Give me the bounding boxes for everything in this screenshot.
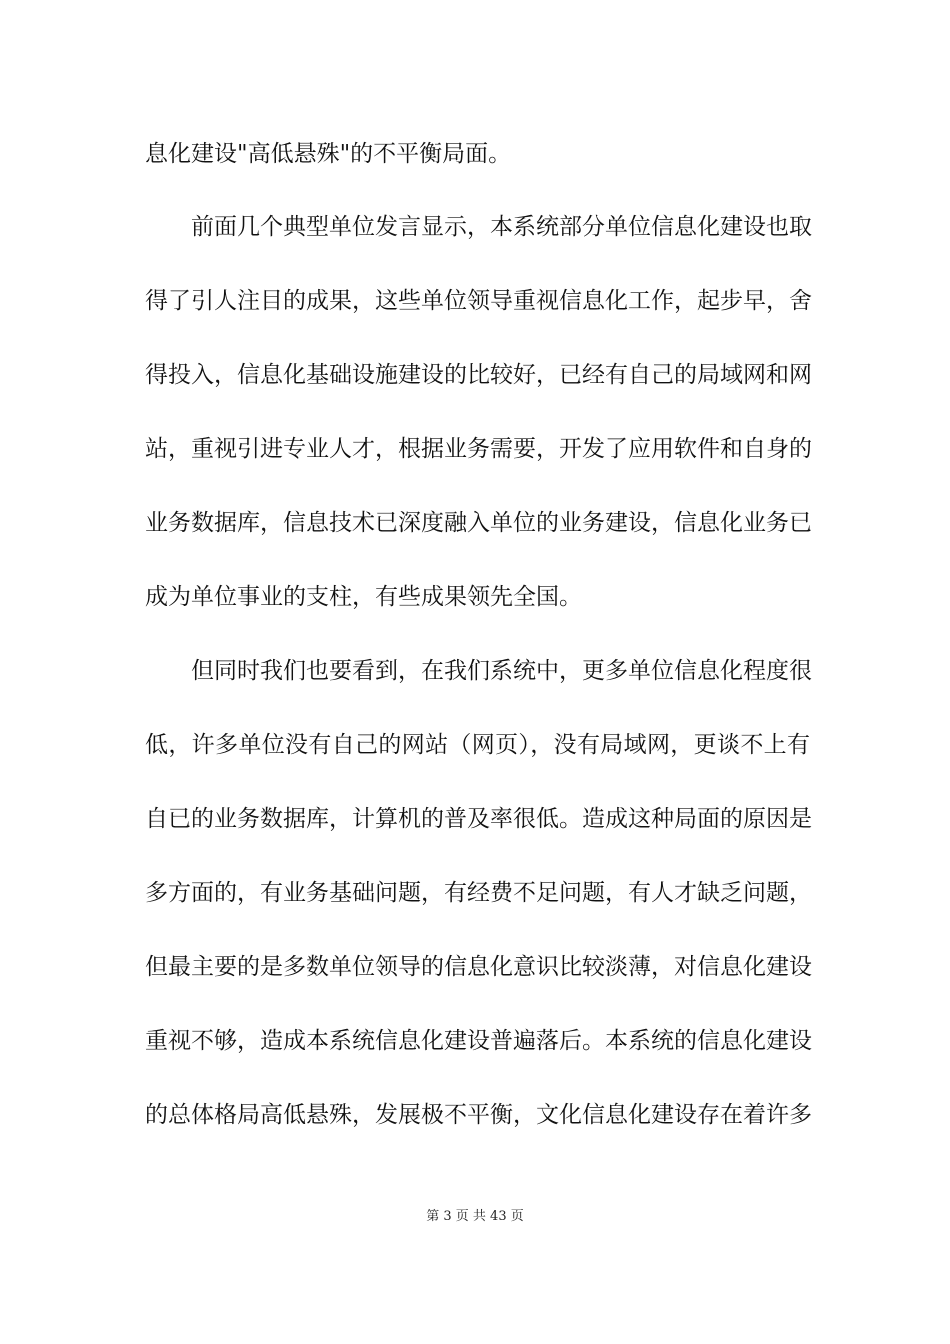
text-line: 成为单位事业的支柱，有些成果领先全国。: [145, 584, 582, 610]
text-line: 得了引人注目的成果，这些单位领导重视信息化工作，起步早，舍: [145, 288, 812, 314]
paragraph-first-line: 前面几个典型单位发言显示，本系统部分单位信息化建设也取: [191, 214, 812, 240]
text-line: 业务数据库，信息技术已深度融入单位的业务建设，信息化业务已: [145, 510, 812, 536]
text-line: 的总体格局高低悬殊，发展极不平衡，文化信息化建设存在着许多: [145, 1102, 812, 1128]
text-line: 但最主要的是多数单位领导的信息化意识比较淡薄，对信息化建设: [145, 954, 812, 980]
text-line: 低，许多单位没有自己的网站（网页），没有局域网，更谈不上有: [145, 732, 810, 758]
page-number-footer: 第 3 页 共 43 页: [426, 1209, 524, 1224]
text-line: 站，重视引进专业人才，根据业务需要，开发了应用软件和自身的: [145, 436, 812, 462]
text-line: 得投入，信息化基础设施建设的比较好，已经有自己的局域网和网: [145, 362, 812, 388]
text-line: 自已的业务数据库，计算机的普及率很低。造成这种局面的原因是: [145, 806, 812, 832]
paragraph-first-line: 但同时我们也要看到，在我们系统中，更多单位信息化程度很: [191, 658, 812, 684]
text-line: 息化建设"高低悬殊"的不平衡局面。: [145, 141, 512, 167]
text-line: 多方面的，有业务基础问题，有经费不足问题，有人才缺乏问题，: [145, 880, 812, 906]
text-line: 重视不够，造成本系统信息化建设普遍落后。本系统的信息化建设: [145, 1028, 812, 1054]
